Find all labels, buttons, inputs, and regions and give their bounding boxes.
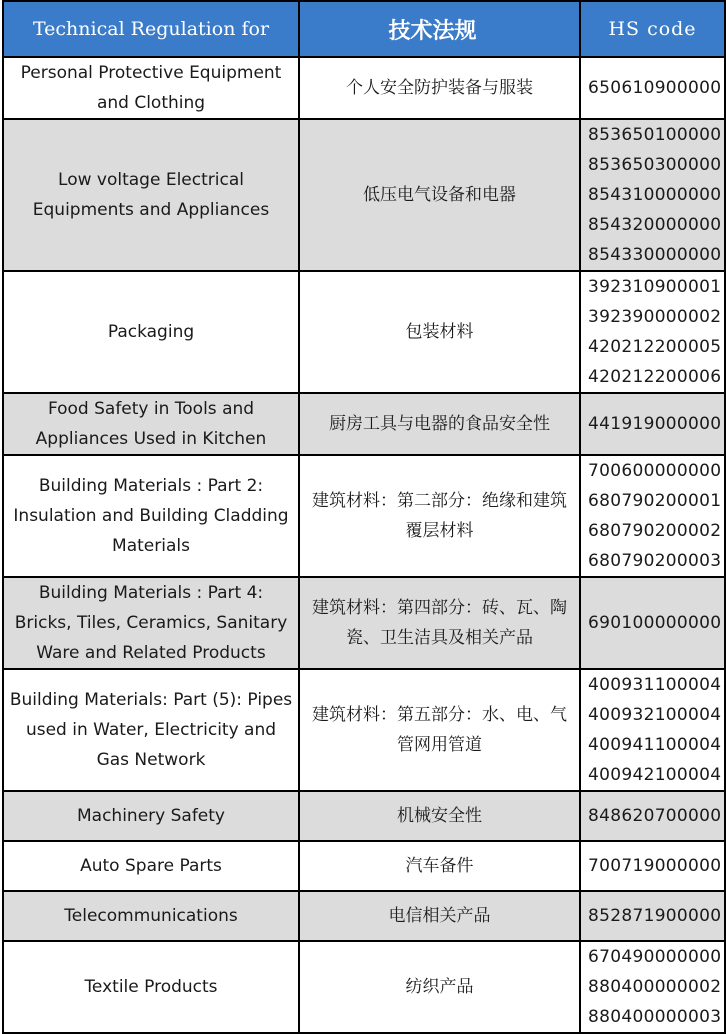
regulation-name-cn: 电信相关产品 [299,891,580,941]
hs-code: 392310900001 [588,277,722,297]
regulation-name: Telecommunications [3,891,299,941]
hs-code: 700719000000 [588,856,722,876]
regulation-name-cn: 机械安全性 [299,791,580,841]
hs-code-cell [580,57,725,119]
hs-code: 650610900000 [588,78,722,98]
hs-code: 680790200003 [588,551,722,571]
hs-code: 680790200002 [588,521,722,541]
regulation-table [2,0,726,1034]
regulation-name-cn: 厨房工具与电器的食品安全性 [299,393,580,455]
hs-code-cell [580,393,725,455]
regulation-name-cn: 建筑材料：第五部分：水、电、气管网用管道 [299,669,580,791]
table-row [3,891,725,941]
hs-code: 441919000000 [588,414,722,434]
hs-code: 400942100004 [588,765,722,785]
hs-code-cell [580,669,725,791]
table-row [3,841,725,891]
regulation-name: Personal Protective Equipment and Clothing [3,57,299,119]
regulation-name: Auto Spare Parts [3,841,299,891]
regulation-name-cn: 包装材料 [299,271,580,393]
regulation-name: Building Materials: Part (5): Pipes used in Water, Electricity and Gas Network [3,669,299,791]
hs-code-cell [580,577,725,669]
hs-code: 700600000000 [588,461,722,481]
regulation-name-cn: 低压电气设备和电器 [299,119,580,271]
hs-code: 854320000000 [588,215,722,235]
hs-code: 854330000000 [588,245,722,265]
header-hs-code: HS code [580,1,725,57]
table-row [3,791,725,841]
regulation-name-cn: 汽车备件 [299,841,580,891]
hs-code: 400931100004 [588,675,722,695]
regulation-name: Building Materials : Part 2: Insulation and Building Cladding Materials [3,455,299,577]
hs-code: 853650100000 [588,125,722,145]
regulation-name-cn: 纺织产品 [299,941,580,1033]
regulation-name: Textile Products [3,941,299,1033]
table-body [3,57,725,1033]
table-row [3,393,725,455]
hs-code: 680790200001 [588,491,722,511]
header-regulation: Technical Regulation for [3,1,299,57]
table-row [3,119,725,271]
regulation-name-cn: 个人安全防护装备与服装 [299,57,580,119]
hs-code: 880400000003 [588,1007,722,1027]
hs-code-cell [580,841,725,891]
table-row [3,669,725,791]
hs-code: 848620700000 [588,806,722,826]
regulation-name-cn: 建筑材料：第四部分：砖、瓦、陶瓷、卫生洁具及相关产品 [299,577,580,669]
hs-code: 420212200005 [588,337,722,357]
hs-code: 400941100004 [588,735,722,755]
hs-code: 670490000000 [588,947,722,967]
hs-code: 400932100004 [588,705,722,725]
hs-code: 392390000002 [588,307,722,327]
hs-code: 852871900000 [588,906,722,926]
hs-code-cell [580,119,725,271]
regulation-name: Food Safety in Tools and Appliances Used in Kitchen [3,393,299,455]
hs-code-cell [580,891,725,941]
hs-code-cell [580,271,725,393]
hs-code: 690100000000 [588,613,722,633]
table-row [3,577,725,669]
hs-code-cell [580,455,725,577]
regulation-name: Low voltage Electrical Equipments and Appliances [3,119,299,271]
hs-code-cell [580,791,725,841]
hs-code-cell [580,941,725,1033]
table-row [3,455,725,577]
table-row [3,271,725,393]
hs-code: 420212200006 [588,367,722,387]
hs-code: 854310000000 [588,185,722,205]
hs-code: 853650300000 [588,155,722,175]
regulation-name: Building Materials : Part 4: Bricks, Tiles, Ceramics, Sanitary Ware and Related Products [3,577,299,669]
header-regulation-cn: 技术法规 [299,1,580,57]
table-row [3,57,725,119]
hs-code: 880400000002 [588,977,722,997]
table-row [3,941,725,1033]
regulation-name: Machinery Safety [3,791,299,841]
header-row [3,1,725,57]
regulation-name: Packaging [3,271,299,393]
regulation-name-cn: 建筑材料：第二部分：绝缘和建筑覆层材料 [299,455,580,577]
